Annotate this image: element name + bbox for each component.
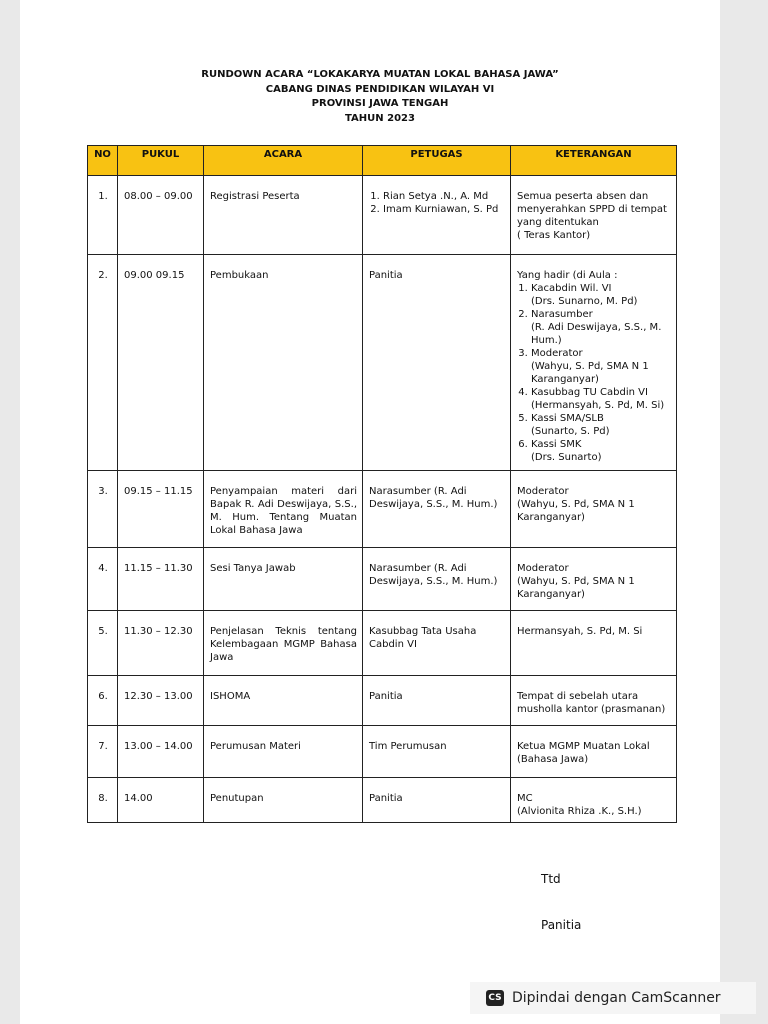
- camscanner-logo-icon: CS: [486, 990, 504, 1006]
- column-header-pukul: PUKUL: [118, 146, 204, 176]
- cell-keterangan: Semua peserta absen dan menyerahkan SPPD di tempat yang ditentukan ( Teras Kantor): [511, 176, 677, 255]
- cell-petugas: Panitia: [363, 676, 511, 726]
- cell-no: 7.: [88, 726, 118, 778]
- table-row: [88, 176, 677, 255]
- keterangan-intro: Yang hadir (di Aula :: [517, 270, 618, 281]
- cell-pukul: 13.00 – 14.00: [118, 726, 204, 778]
- list-item: 6. Kassi SMK (Drs. Sunarto): [531, 438, 671, 464]
- cell-pukul: 09.00 09.15: [118, 255, 204, 471]
- table-row: [88, 726, 677, 778]
- cell-no: 5.: [88, 611, 118, 676]
- title-line-4: TAHUN 2023: [345, 112, 415, 124]
- cell-no: 8.: [88, 778, 118, 823]
- cell-petugas: [363, 176, 511, 255]
- cell-pukul: 08.00 – 09.00: [118, 176, 204, 255]
- cell-no: 4.: [88, 548, 118, 611]
- title-line-2: CABANG DINAS PENDIDIKAN WILAYAH VI: [265, 83, 495, 95]
- cell-pukul: 09.15 – 11.15: [118, 471, 204, 548]
- cell-keterangan: Moderator (Wahyu, S. Pd, SMA N 1 Karanganyar): [511, 548, 677, 611]
- cell-acara: Penutupan: [204, 778, 363, 823]
- list-item: 2. Narasumber (R. Adi Deswijaya, S.S., M. Hum.): [531, 308, 671, 347]
- cell-acara: Registrasi Peserta: [204, 176, 363, 255]
- list-item: 5. Kassi SMA/SLB (Sunarto, S. Pd): [531, 412, 671, 438]
- cell-keterangan: Moderator (Wahyu, S. Pd, SMA N 1 Karanganyar): [511, 471, 677, 548]
- table-row: [88, 255, 677, 471]
- document-title: [0, 68, 760, 126]
- table-row: [88, 611, 677, 676]
- cell-no: 1.: [88, 176, 118, 255]
- column-header-acara: ACARA: [204, 146, 363, 176]
- cell-acara: ISHOMA: [204, 676, 363, 726]
- signature-panitia: Panitia: [541, 918, 582, 932]
- title-line-1: RUNDOWN ACARA “LOKAKARYA MUATAN LOKAL BAHASA JAWA”: [201, 69, 559, 80]
- cell-keterangan: MC (Alvionita Rhiza .K., S.H.): [511, 778, 677, 823]
- rundown-table: [87, 145, 677, 823]
- table-row: [88, 778, 677, 823]
- cell-keterangan: [511, 255, 677, 471]
- cell-petugas: Narasumber (R. Adi Deswijaya, S.S., M. Hum.): [363, 471, 511, 548]
- petugas-list: [369, 190, 505, 216]
- cell-keterangan: Ketua MGMP Muatan Lokal (Bahasa Jawa): [511, 726, 677, 778]
- column-header-petugas: PETUGAS: [363, 146, 511, 176]
- cell-petugas: Panitia: [363, 778, 511, 823]
- cell-no: 2.: [88, 255, 118, 471]
- list-item: 4. Kasubbag TU Cabdin VI (Hermansyah, S. Pd, M. Si): [531, 386, 671, 412]
- cell-acara: Penyampaian materi dari Bapak R. Adi Deswijaya, S.S., M. Hum. Tentang Muatan Lokal Bahasa Jawa: [204, 471, 363, 548]
- table-row: [88, 548, 677, 611]
- attendee-list: [517, 282, 671, 464]
- list-item: 1. Rian Setya .N., A. Md: [383, 190, 505, 203]
- title-line-3: PROVINSI JAWA TENGAH: [311, 98, 449, 109]
- column-header-keterangan: KETERANGAN: [511, 146, 677, 176]
- cell-acara: Perumusan Materi: [204, 726, 363, 778]
- list-item: 2. Imam Kurniawan, S. Pd: [383, 203, 505, 216]
- camscanner-text: Dipindai dengan CamScanner: [512, 990, 721, 1006]
- cell-acara: Pembukaan: [204, 255, 363, 471]
- cell-acara: Penjelasan Teknis tentang Kelembagaan MGMP Bahasa Jawa: [204, 611, 363, 676]
- cell-petugas: Narasumber (R. Adi Deswijaya, S.S., M. Hum.): [363, 548, 511, 611]
- table-header-row: [88, 146, 677, 176]
- table-row: [88, 676, 677, 726]
- list-item: 1. Kacabdin Wil. VI (Drs. Sunarno, M. Pd): [531, 282, 671, 308]
- cell-no: 6.: [88, 676, 118, 726]
- table-row: [88, 471, 677, 548]
- cell-no: 3.: [88, 471, 118, 548]
- cell-petugas: Tim Perumusan: [363, 726, 511, 778]
- signature-ttd: Ttd: [541, 872, 561, 886]
- cell-pukul: 11.30 – 12.30: [118, 611, 204, 676]
- cell-keterangan: Hermansyah, S. Pd, M. Si: [511, 611, 677, 676]
- cell-petugas: Panitia: [363, 255, 511, 471]
- cell-pukul: 11.15 – 11.30: [118, 548, 204, 611]
- camscanner-watermark: [470, 982, 756, 1014]
- cell-acara: Sesi Tanya Jawab: [204, 548, 363, 611]
- cell-pukul: 14.00: [118, 778, 204, 823]
- list-item: 3. Moderator (Wahyu, S. Pd, SMA N 1 Karanganyar): [531, 347, 671, 386]
- cell-keterangan: Tempat di sebelah utara musholla kantor (prasmanan): [511, 676, 677, 726]
- cell-petugas: Kasubbag Tata Usaha Cabdin VI: [363, 611, 511, 676]
- column-header-no: NO: [88, 146, 118, 176]
- cell-pukul: 12.30 – 13.00: [118, 676, 204, 726]
